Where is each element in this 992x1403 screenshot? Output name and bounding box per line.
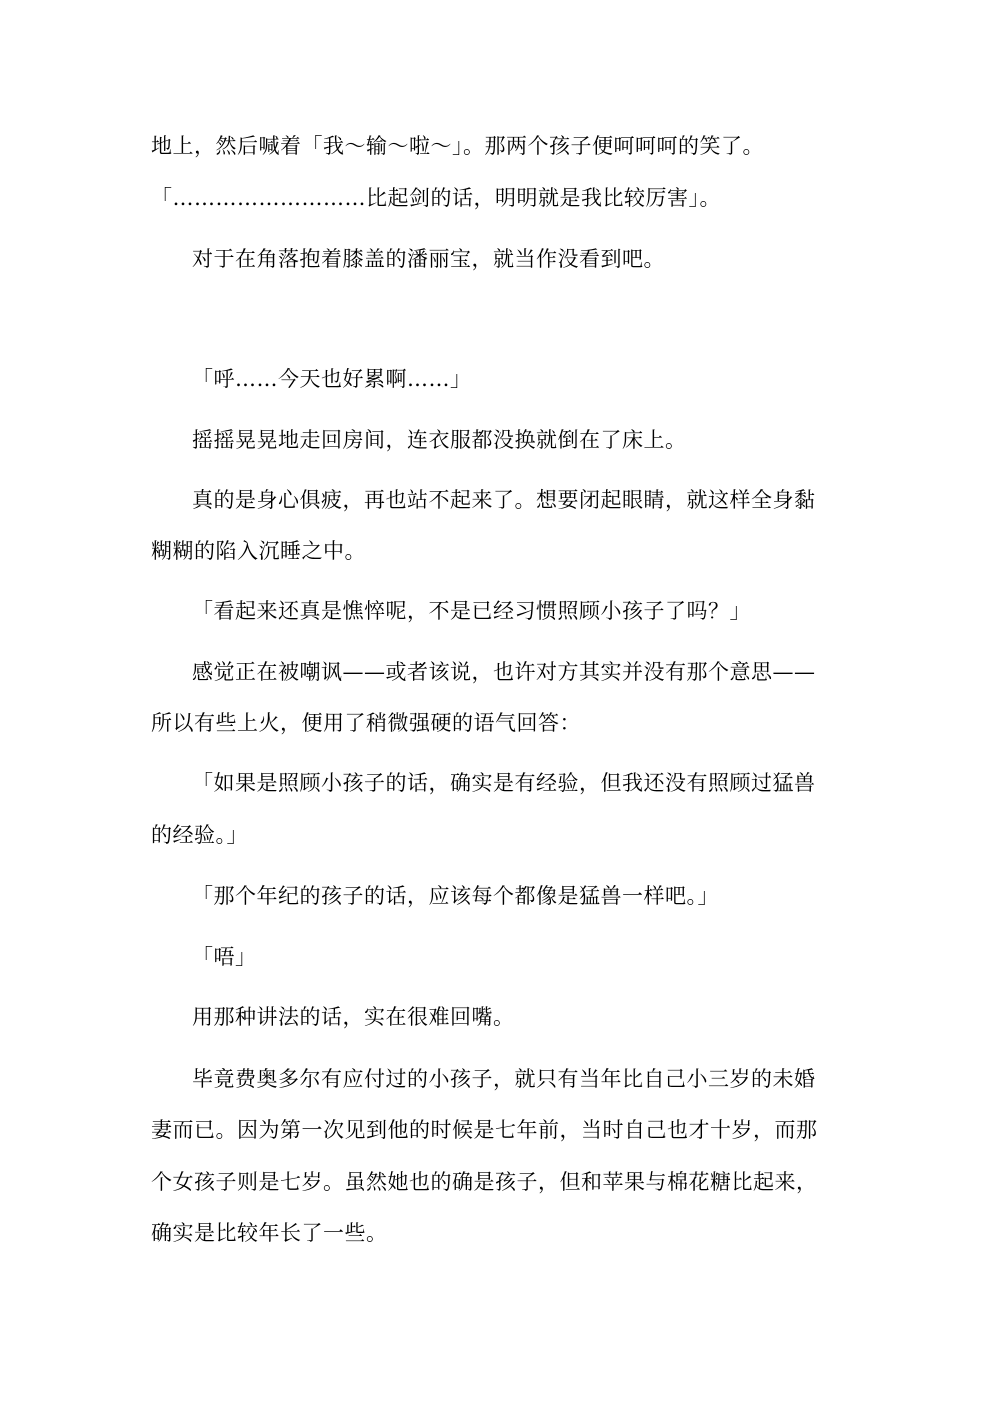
text-line: 妻而已。因为第一次见到他的时候是七年前，当时自己也才十岁，而那 — [151, 1118, 818, 1142]
text-line: 「如果是照顾小孩子的话，确实是有经验，但我还没有照顾过猛兽 — [192, 771, 816, 795]
text-line: 地上，然后喊着「我～输～啦～」。那两个孩子便呵呵呵的笑了。 — [151, 134, 764, 158]
text-line: 「呼……今天也好累啊……」 — [192, 367, 472, 391]
text-line: 真的是身心俱疲，再也站不起来了。想要闭起眼睛，就这样全身黏 — [192, 488, 816, 512]
text-line: 个女孩子则是七岁。虽然她也的确是孩子，但和苹果与棉花糖比起来， — [151, 1170, 818, 1194]
text-line: 的经验。」 — [151, 823, 248, 847]
text-line: 感觉正在被嘲讽——或者该说，也许对方其实并没有那个意思—— — [192, 660, 816, 684]
text-line: 「………………………比起剑的话，明明就是我比较厉害」。 — [151, 186, 721, 210]
text-line: 对于在角落抱着膝盖的潘丽宝，就当作没看到吧。 — [192, 247, 665, 271]
text-line: 所以有些上火，便用了稍微强硬的语气回答： — [151, 711, 581, 735]
text-line: 用那种讲法的话，实在很难回嘴。 — [192, 1005, 515, 1029]
text-line: 糊糊的陷入沉睡之中。 — [151, 539, 366, 563]
text-line: 「唔」 — [192, 945, 257, 969]
text-line: 确实是比较年长了一些。 — [151, 1221, 388, 1245]
text-line: 毕竟费奥多尔有应付过的小孩子，就只有当年比自己小三岁的未婚 — [192, 1067, 816, 1091]
text-line: 「看起来还真是憔悴呢，不是已经习惯照顾小孩子了吗？」 — [192, 599, 751, 623]
text-line: 摇摇晃晃地走回房间，连衣服都没换就倒在了床上。 — [192, 428, 687, 452]
text-line: 「那个年纪的孩子的话，应该每个都像是猛兽一样吧。」 — [192, 884, 719, 908]
